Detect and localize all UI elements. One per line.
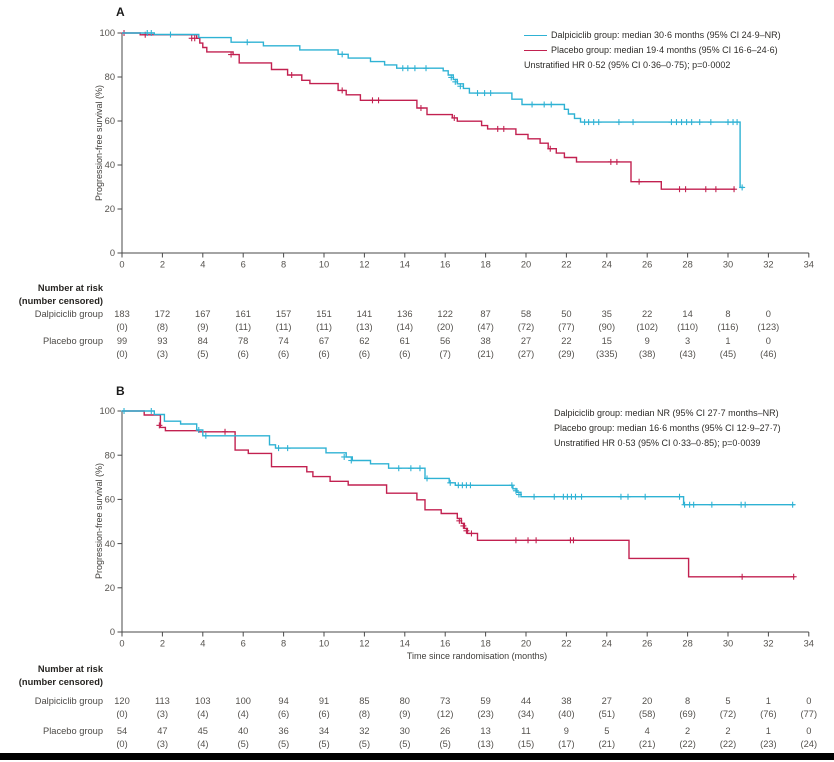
x-tick-label: 26: [642, 259, 653, 270]
risk-value: 78: [238, 336, 249, 346]
risk-value: (335): [595, 349, 618, 359]
risk-value: 99: [116, 336, 128, 346]
risk-row-label-dalpiciclib: Dalpiciclib group: [34, 696, 103, 706]
risk-value: (21): [477, 349, 494, 359]
x-tick-label: 6: [240, 638, 246, 649]
risk-value: 74: [278, 336, 289, 346]
risk-value: 2: [725, 726, 731, 736]
risk-value: 22: [642, 309, 653, 319]
dalpiciclib-line-swatch: [524, 35, 547, 37]
risk-value: (38): [638, 349, 656, 359]
risk-value: 9: [563, 726, 569, 736]
risk-value: (8): [358, 709, 371, 719]
risk-value: 44: [520, 696, 532, 706]
risk-value: 161: [235, 309, 251, 319]
risk-value: 80: [399, 696, 410, 706]
risk-value: (6): [318, 349, 330, 359]
risk-table-subheader: (number censored): [18, 296, 103, 306]
risk-value: (7): [439, 349, 451, 359]
risk-value: (6): [399, 349, 411, 359]
x-tick-label: 8: [281, 638, 287, 649]
risk-value: 67: [318, 336, 330, 346]
risk-value: (6): [358, 349, 371, 359]
risk-value: 183: [114, 309, 130, 319]
risk-value: (116): [717, 322, 739, 332]
risk-row-label-dalpiciclib: Dalpiciclib group: [34, 309, 103, 319]
risk-value: (102): [636, 322, 659, 332]
x-tick-label: 34: [803, 259, 814, 270]
risk-value: (6): [277, 709, 290, 719]
risk-value: (69): [679, 709, 696, 719]
risk-value: 59: [480, 696, 491, 706]
risk-value: 120: [114, 696, 130, 706]
placebo-line-swatch: [524, 50, 547, 52]
risk-value: 5: [725, 696, 731, 706]
risk-value: (12): [436, 709, 454, 719]
risk-value: (3): [156, 349, 169, 359]
risk-value: (6): [318, 709, 330, 719]
risk-value: (5): [439, 739, 451, 749]
risk-value: (6): [237, 349, 249, 359]
risk-value: 62: [359, 336, 370, 346]
risk-value: (51): [598, 709, 616, 719]
risk-value: 151: [316, 309, 332, 319]
legend-row-dalpiciclib: [554, 406, 781, 421]
legend-row-placebo: [524, 43, 781, 58]
x-tick-label: 34: [803, 638, 814, 649]
legend-text: Unstratified HR 0·52 (95% CI 0·36–0·75); p=0·0002: [524, 60, 731, 70]
risk-value: (77): [558, 322, 575, 332]
x-tick-label: 18: [480, 259, 491, 270]
risk-value: 113: [154, 696, 170, 706]
risk-value: (13): [477, 739, 494, 749]
risk-value: 34: [318, 726, 330, 736]
legend-text: Unstratified HR 0·53 (95% CI 0·33–0·85); p=0·0039: [554, 438, 761, 448]
risk-row-label-placebo: Placebo group: [43, 726, 103, 736]
y-tick-label: 100: [99, 406, 115, 417]
x-tick-label: 22: [561, 259, 572, 270]
risk-value: (110): [677, 322, 699, 332]
x-tick-label: 10: [318, 259, 330, 270]
risk-value: 38: [561, 696, 572, 706]
risk-value: (21): [598, 739, 616, 749]
risk-value: (76): [760, 709, 777, 719]
y-tick-label: 80: [104, 72, 115, 83]
risk-value: 54: [116, 726, 128, 736]
x-tick-label: 24: [601, 638, 612, 649]
risk-value: 8: [685, 696, 691, 706]
risk-value: 50: [561, 309, 572, 319]
risk-value: (27): [517, 349, 535, 359]
risk-value: (123): [757, 322, 780, 332]
risk-value: (5): [399, 739, 411, 749]
risk-value: (0): [116, 709, 128, 719]
risk-value: 36: [278, 726, 289, 736]
risk-value: (11): [316, 322, 332, 332]
risk-value: 30: [399, 726, 410, 736]
x-tick-label: 2: [159, 638, 165, 649]
risk-value: (0): [116, 322, 128, 332]
risk-value: 87: [480, 309, 491, 319]
risk-value: 73: [440, 696, 451, 706]
risk-value: 141: [356, 309, 373, 319]
risk-value: (6): [277, 349, 290, 359]
x-tick-label: 4: [200, 638, 206, 649]
risk-value: 9: [644, 336, 650, 346]
risk-value: (4): [237, 709, 249, 719]
x-tick-label: 32: [763, 638, 774, 649]
x-tick-label: 24: [601, 259, 612, 270]
panel-a-label: A: [116, 5, 125, 19]
risk-value: (4): [197, 709, 209, 719]
risk-value: 93: [157, 336, 168, 346]
risk-value: (24): [800, 739, 818, 749]
x-tick-label: 14: [399, 638, 410, 649]
risk-value: (29): [558, 349, 575, 359]
legend-row-hr: [524, 58, 781, 73]
x-tick-label: 28: [682, 638, 693, 649]
x-tick-label: 16: [440, 259, 451, 270]
risk-value: 136: [397, 309, 413, 319]
risk-value: (20): [436, 322, 454, 332]
y-tick-label: 0: [109, 627, 115, 638]
risk-value: (72): [719, 709, 737, 719]
x-tick-label: 2: [159, 259, 165, 270]
risk-value: 1: [725, 336, 731, 346]
risk-value: 100: [235, 696, 251, 706]
risk-value: (77): [800, 709, 818, 719]
y-tick-label: 40: [104, 160, 115, 171]
x-tick-label: 0: [119, 638, 125, 649]
risk-value: 38: [480, 336, 491, 346]
risk-value: 45: [197, 726, 208, 736]
risk-value: 14: [682, 309, 693, 319]
risk-value: 56: [440, 336, 451, 346]
x-tick-label: 0: [119, 259, 125, 270]
x-tick-label: 6: [240, 259, 246, 270]
x-tick-label: 28: [682, 259, 693, 270]
risk-value: 0: [765, 309, 771, 319]
risk-value: (4): [197, 739, 209, 749]
risk-value: 2: [685, 726, 691, 736]
x-tick-label: 26: [642, 638, 653, 649]
y-tick-label: 80: [104, 450, 115, 461]
risk-value: (14): [396, 322, 414, 332]
x-tick-label: 12: [359, 259, 370, 270]
risk-value: 13: [480, 726, 491, 736]
panel-b-legend: [554, 406, 781, 451]
risk-value: (46): [760, 349, 777, 359]
risk-value: (22): [679, 739, 696, 749]
risk-value: 22: [561, 336, 572, 346]
x-tick-label: 30: [722, 638, 734, 649]
x-tick-label: 18: [480, 638, 491, 649]
x-tick-label: 22: [561, 638, 572, 649]
x-axis-title: Time since randomisation (months): [406, 651, 548, 661]
legend-text: Dalpiciclib group: median NR (95% CI 27·7 months–NR): [554, 408, 779, 418]
risk-value: (11): [275, 322, 292, 332]
risk-value: 1: [765, 696, 771, 706]
y-tick-label: 0: [109, 248, 115, 259]
x-tick-label: 12: [359, 638, 370, 649]
risk-value: 0: [806, 726, 812, 736]
risk-value: 122: [437, 309, 453, 319]
risk-value: 15: [601, 336, 612, 346]
risk-value: (45): [719, 349, 737, 359]
y-tick-label: 60: [104, 116, 115, 127]
risk-value: 58: [520, 309, 532, 319]
risk-value: 5: [604, 726, 610, 736]
risk-value: 32: [359, 726, 370, 736]
risk-value: (23): [477, 709, 494, 719]
legend-row-dalpiciclib: [524, 28, 781, 43]
risk-value: (3): [156, 709, 169, 719]
risk-value: 27: [520, 336, 532, 346]
x-tick-label: 20: [520, 259, 532, 270]
risk-value: (0): [116, 349, 128, 359]
risk-value: (58): [638, 709, 656, 719]
risk-value: (43): [679, 349, 696, 359]
risk-value: (90): [598, 322, 616, 332]
x-tick-label: 30: [722, 259, 734, 270]
risk-value: 157: [275, 309, 292, 319]
risk-value: (13): [356, 322, 373, 332]
y-tick-label: 100: [99, 28, 115, 39]
risk-value: (0): [116, 739, 128, 749]
x-tick-label: 10: [318, 638, 330, 649]
x-tick-label: 16: [440, 638, 451, 649]
risk-value: 20: [642, 696, 653, 706]
figure-bottom-rule: [0, 753, 834, 760]
risk-value: (3): [156, 739, 169, 749]
risk-value: (23): [760, 739, 777, 749]
risk-value: 94: [278, 696, 289, 706]
risk-value: 4: [644, 726, 650, 736]
risk-value: (15): [517, 739, 535, 749]
risk-value: (72): [517, 322, 535, 332]
risk-value: 11: [521, 726, 531, 736]
x-tick-label: 14: [399, 259, 410, 270]
risk-value: (5): [277, 739, 290, 749]
risk-value: (9): [197, 322, 209, 332]
panel-b-y-axis-title: Progression-free survival (%): [94, 462, 104, 580]
risk-value: (22): [719, 739, 737, 749]
panel-b-label: B: [116, 384, 125, 398]
risk-value: 40: [238, 726, 249, 736]
risk-value: 0: [765, 336, 771, 346]
x-tick-label: 8: [281, 259, 287, 270]
y-tick-label: 40: [104, 538, 115, 549]
legend-text: Dalpiciclib group: median 30·6 months (95% CI 24·9–NR): [551, 30, 781, 40]
y-tick-label: 60: [104, 494, 115, 505]
risk-value: 0: [806, 696, 812, 706]
risk-value: 35: [601, 309, 612, 319]
risk-value: 3: [685, 336, 691, 346]
x-tick-label: 20: [520, 638, 532, 649]
risk-value: (17): [558, 739, 575, 749]
risk-value: (34): [517, 709, 535, 719]
panel-a-y-axis-title: Progression-free survival (%): [94, 84, 104, 202]
risk-value: (11): [235, 322, 252, 332]
risk-table-header: Number at risk: [37, 283, 103, 293]
risk-value: 47: [157, 726, 168, 736]
risk-value: 1: [765, 726, 771, 736]
y-tick-label: 20: [104, 583, 115, 593]
risk-row-label-placebo: Placebo group: [43, 336, 103, 346]
risk-value: 84: [197, 336, 208, 346]
x-tick-label: 4: [200, 259, 206, 270]
risk-value: 61: [399, 336, 410, 346]
legend-text: Placebo group: median 19·4 months (95% CI 16·6–24·6): [551, 45, 778, 55]
risk-value: (5): [237, 739, 249, 749]
risk-value: 167: [195, 309, 211, 319]
risk-table-header: Number at risk: [37, 664, 103, 674]
legend-text: Placebo group: median 16·6 months (95% CI 12·9–27·7): [554, 423, 781, 433]
legend-row-placebo: [554, 421, 781, 436]
risk-value: 8: [725, 309, 731, 319]
risk-value: 91: [318, 696, 330, 706]
risk-value: (47): [477, 322, 494, 332]
risk-value: (5): [358, 739, 371, 749]
risk-value: (9): [399, 709, 411, 719]
x-tick-label: 32: [763, 259, 774, 270]
risk-value: (21): [638, 739, 656, 749]
risk-value: (5): [197, 349, 209, 359]
y-tick-label: 20: [104, 204, 115, 215]
risk-value: (5): [318, 739, 330, 749]
risk-value: 85: [359, 696, 370, 706]
risk-value: 103: [195, 696, 211, 706]
risk-value: 172: [154, 309, 171, 319]
risk-table-subheader: (number censored): [18, 677, 103, 687]
panel-a-legend: [524, 28, 781, 73]
legend-row-hr: [554, 436, 781, 451]
risk-value: (40): [558, 709, 575, 719]
risk-value: 27: [601, 696, 612, 706]
risk-value: 26: [440, 726, 451, 736]
risk-value: (8): [156, 322, 169, 332]
